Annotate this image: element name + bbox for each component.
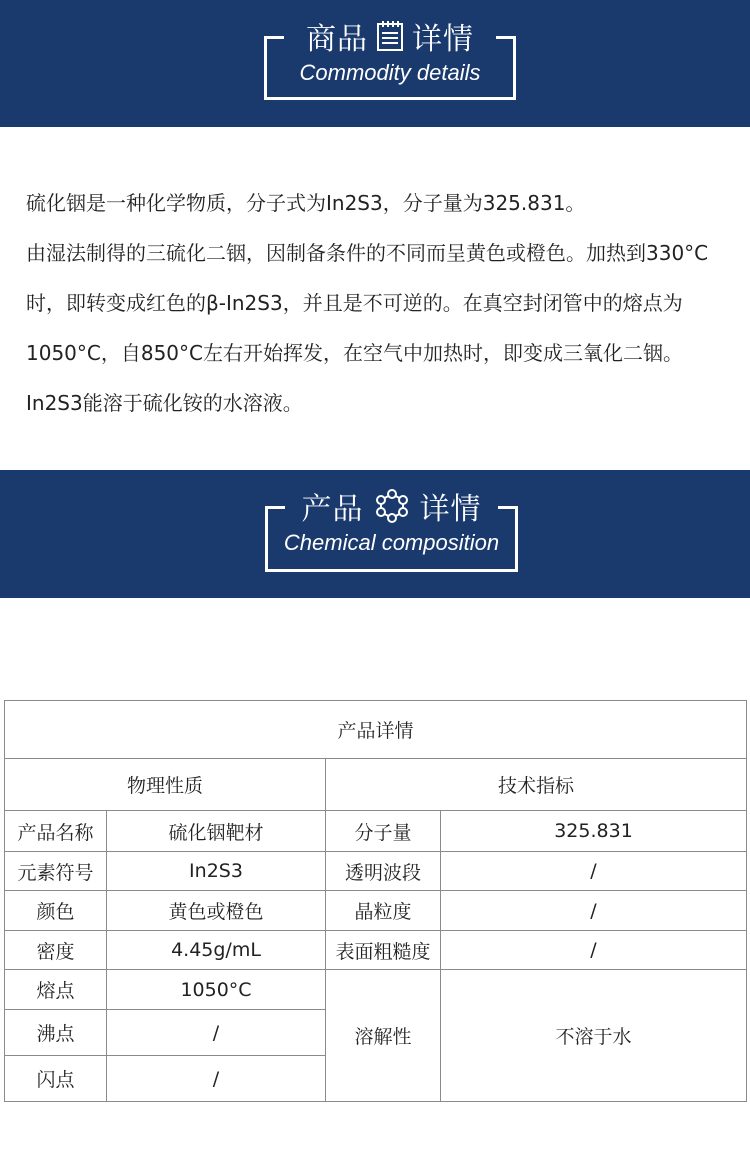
tech-value: / [441, 891, 747, 931]
description-paragraph: 硫化铟是一种化学物质，分子式为In2S3，分子量为325.831。 [26, 191, 586, 215]
molecule-icon [372, 488, 412, 524]
row-label: 元素符号 [5, 852, 107, 891]
tech-value: / [441, 931, 747, 970]
tech-label: 透明波段 [326, 852, 441, 891]
header-subtitle: Chemical composition [283, 530, 500, 555]
column-group-physical: 物理性质 [5, 759, 326, 811]
row-label: 闪点 [5, 1056, 107, 1102]
row-value: 硫化铟靶材 [107, 811, 326, 852]
product-description [26, 178, 726, 428]
tech-label: 分子量 [326, 811, 441, 852]
header-banner-commodity [0, 0, 750, 127]
tech-label: 表面粗糙度 [326, 931, 441, 970]
row-value: 1050°C [107, 970, 326, 1010]
row-value: / [107, 1056, 326, 1102]
table-title: 产品详情 [5, 701, 747, 759]
row-label: 熔点 [5, 970, 107, 1010]
notepad-icon [376, 20, 404, 52]
tech-value: / [441, 852, 747, 891]
header-frame [264, 22, 516, 100]
row-label: 颜色 [5, 891, 107, 931]
header-banner-chemical [0, 470, 750, 598]
header-subtitle: Commodity details [299, 60, 481, 85]
row-label: 产品名称 [5, 811, 107, 852]
row-value: 黄色或橙色 [107, 891, 326, 931]
header-title: 商品 详情 [306, 22, 474, 57]
row-value: / [107, 1010, 326, 1056]
tech-label: 晶粒度 [326, 891, 441, 931]
tech-value: 325.831 [441, 811, 747, 852]
header-title: 产品 详情 [268, 484, 515, 528]
row-value: 4.45g/mL [107, 931, 326, 970]
row-value: In2S3 [107, 852, 326, 891]
tech-label-merged: 溶解性 [326, 970, 441, 1102]
description-paragraph: 由湿法制得的三硫化二铟，因制备条件的不同而呈黄色或橙色。加热到330°C时，即转变成红色的β-In2S3，并且是不可逆的。在真空封闭管中的熔点为1050°C，自850°C左右开始挥发，在空气中加热时，即变成三氧化二铟。In2S3能溶于硫化铵的水溶液。 [26, 241, 709, 415]
product-spec-table [4, 700, 747, 1102]
tech-value-merged: 不溶于水 [441, 970, 747, 1102]
column-group-technical: 技术指标 [326, 759, 747, 811]
header-frame [265, 492, 518, 572]
row-label: 密度 [5, 931, 107, 970]
row-label: 沸点 [5, 1010, 107, 1056]
